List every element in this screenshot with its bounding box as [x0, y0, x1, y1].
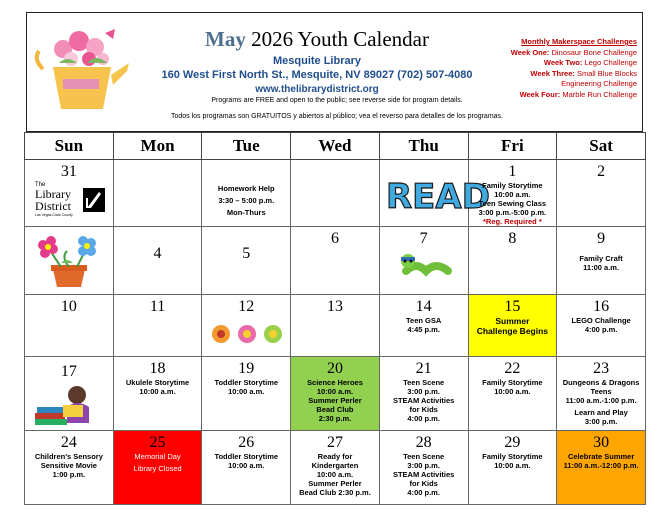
- library-district-logo: [33, 182, 107, 220]
- day-number: 21: [415, 360, 432, 377]
- day-cell-19: [202, 357, 291, 431]
- day-number: 5: [242, 245, 251, 262]
- day-number: 10: [60, 298, 77, 315]
- day-cell-17: [25, 357, 114, 431]
- day-header-tue: Tue: [202, 133, 291, 160]
- event-title: Teen Sewing Class: [478, 199, 547, 208]
- event-time: 3:00 p.m.-5:00 p.m.: [478, 208, 547, 217]
- day-cell-6: [291, 227, 380, 295]
- day-number: 8: [508, 230, 517, 247]
- day-number: 12: [238, 298, 255, 315]
- event-title: STEAM Activities: [392, 396, 455, 405]
- library-name: Mesquite Library: [272, 55, 362, 67]
- day-header-wed: Wed: [291, 133, 380, 160]
- day-number: 15: [504, 298, 521, 315]
- event-time: 4:00 p.m.: [407, 414, 440, 423]
- event-time: 1:00 p.m.: [52, 470, 86, 479]
- library-logo-icon: [83, 188, 105, 212]
- day-cell-24: [25, 431, 114, 505]
- free-notice-spanish: Todos los programas son GRATUITOS y abiertos al público; vea el reverso para detalles de los programas.: [170, 113, 503, 120]
- event-title: Bead Club: [316, 405, 354, 414]
- day-cell-15: [468, 295, 557, 357]
- day-cell-26: [202, 431, 291, 505]
- event-title: Kindergarten: [311, 461, 359, 470]
- day-cell-7: [379, 227, 468, 295]
- event-title: Summer Perler: [308, 479, 362, 488]
- day-cell-29: [468, 431, 557, 505]
- makerspace-week-2: Week Two: Lego Challenge: [543, 58, 637, 67]
- event-time: 4:45 p.m.: [407, 325, 440, 334]
- day-number: 23: [593, 360, 610, 377]
- day-header-fri: Fri: [468, 133, 557, 160]
- event-title: Teen Scene: [403, 378, 445, 387]
- event-time: 10:00 a.m.: [228, 387, 265, 396]
- day-number: 7: [419, 230, 428, 247]
- event-title: Ukulele Storytime: [125, 378, 190, 387]
- holiday-name: Memorial Day: [134, 452, 181, 461]
- day-cell-21: [379, 357, 468, 431]
- makerspace-challenges: [497, 37, 637, 100]
- event-title: Family Storytime: [482, 378, 543, 387]
- day-header-thu: Thu: [379, 133, 468, 160]
- event-time: 3:00 p.m.: [407, 387, 440, 396]
- event-title: Sensitive Movie: [40, 461, 97, 470]
- library-website[interactable]: www.thelibrarydistrict.org: [255, 84, 379, 95]
- day-cell-flowers: [25, 227, 114, 295]
- day-cell-30: [557, 431, 646, 505]
- event-title: Science Heroes: [307, 378, 363, 387]
- event-title: Teens: [590, 387, 612, 396]
- event-title: STEAM Activities: [392, 470, 455, 479]
- makerspace-week-3: Week Three: Small Blue Blocks Engineering Challenge: [530, 68, 637, 88]
- free-notice-english: Programs are FREE and open to the public; see reverse side for program details.: [211, 97, 463, 104]
- day-number: 25: [149, 434, 166, 451]
- day-number: 6: [330, 230, 339, 247]
- day-cell-11: [113, 295, 202, 357]
- event-title: Summer Perler: [308, 396, 362, 405]
- read-word-art: READ: [385, 177, 490, 217]
- event-note: Mon-Thurs: [226, 208, 266, 217]
- day-cell-22: [468, 357, 557, 431]
- day-number: 20: [326, 360, 343, 377]
- event-title: for Kids: [409, 479, 438, 488]
- event-time: 3:30 – 5:00 p.m.: [218, 196, 275, 205]
- event-title: Children's Sensory: [34, 452, 103, 461]
- day-cell-13: [291, 295, 380, 357]
- day-number: 24: [60, 434, 77, 451]
- event-title: Toddler Storytime: [214, 452, 279, 461]
- day-number: 26: [238, 434, 255, 451]
- day-number: 9: [597, 230, 606, 247]
- day-number: 13: [326, 298, 343, 315]
- day-cell-9: [557, 227, 646, 295]
- event-title: for Kids: [409, 405, 438, 414]
- makerspace-week-1: Week One: Dinosaur Bone Challenge: [510, 47, 637, 57]
- title-month: May: [205, 27, 246, 51]
- day-number: 22: [504, 360, 521, 377]
- day-cell-5: [202, 227, 291, 295]
- day-cell-16: [557, 295, 646, 357]
- library-address: 160 West First North St., Mesquite, NV 89027 (702) 507-4080: [161, 69, 473, 81]
- logo-text-district: District: [35, 199, 71, 213]
- event-time: 10:00 a.m.: [494, 461, 531, 470]
- day-number: 17: [60, 363, 77, 380]
- day-number: 1: [508, 163, 517, 180]
- closure-notice: Library Closed: [133, 464, 182, 473]
- day-cell-2: [557, 160, 646, 227]
- title-rest: 2026 Youth Calendar: [251, 27, 429, 51]
- event-title: Homework Help: [217, 184, 275, 193]
- day-cell-28: [379, 431, 468, 505]
- flower-watering-can-icon: [33, 19, 133, 119]
- day-header-sun: Sun: [25, 133, 114, 160]
- day-cell-10: [25, 295, 114, 357]
- bookworm-icon: [398, 251, 454, 277]
- event-time: 2:30 p.m.: [318, 414, 352, 423]
- child-reading-icon: [33, 383, 103, 429]
- day-cell-27: [291, 431, 380, 505]
- event-title: Ready for: [317, 452, 353, 461]
- day-number: 29: [504, 434, 521, 451]
- event-time: 10:00 a.m.: [139, 387, 176, 396]
- day-cell-empty-wed: [291, 160, 380, 227]
- registration-note: *Reg. Required *: [482, 217, 542, 226]
- day-cell-23: [557, 357, 646, 431]
- event-title: Family Craft: [579, 254, 623, 263]
- event-time: 11:00 a.m.-1:00 p.m.: [565, 396, 637, 405]
- event-time: 11:00 a.m.: [583, 263, 620, 272]
- read-word-art-icon: [384, 170, 490, 218]
- day-cell-empty-mon: [113, 160, 202, 227]
- day-number: 16: [593, 298, 610, 315]
- logo-text-library: Library: [35, 187, 71, 201]
- day-cell-25: [113, 431, 202, 505]
- event-title: LEGO Challenge: [571, 316, 631, 325]
- day-number: 19: [238, 360, 255, 377]
- day-cell-12: [202, 295, 291, 357]
- calendar-header: [26, 12, 643, 132]
- day-number: 30: [593, 434, 610, 451]
- logo-text-the: The: [35, 182, 46, 188]
- event-time: 10:00 a.m.: [228, 461, 265, 470]
- event-title: Toddler Storytime: [214, 378, 279, 387]
- day-header-sat: Sat: [557, 133, 646, 160]
- day-number: 28: [415, 434, 432, 451]
- day-cell-31: [25, 160, 114, 227]
- day-number: 27: [326, 434, 343, 451]
- potted-flowers-icon: [31, 231, 107, 289]
- event-title: Teen Scene: [403, 452, 445, 461]
- day-number: 14: [415, 298, 432, 315]
- event-time: Bead Club 2:30 p.m.: [299, 488, 371, 497]
- calendar-grid: [24, 132, 646, 505]
- day-cell-18: [113, 357, 202, 431]
- event-time: 10:00 a.m.: [494, 387, 531, 396]
- day-cell-4: [113, 227, 202, 295]
- makerspace-week-4: Week Four: Marble Run Challenge: [519, 89, 637, 99]
- day-header-mon: Mon: [113, 133, 202, 160]
- event-title: Summer: [495, 316, 530, 326]
- logo-text-region: Las Vegas-Clark County: [35, 213, 73, 217]
- event-time: 3:00 p.m.: [584, 417, 618, 426]
- event-time: 10:00 a.m.: [494, 190, 531, 199]
- day-cell-homework-help: [202, 160, 291, 227]
- day-number: 31: [60, 163, 77, 180]
- day-cell-14: [379, 295, 468, 357]
- day-cell-8: [468, 227, 557, 295]
- makerspace-title: Monthly Makerspace Challenges: [521, 37, 637, 46]
- event-time: 3:00 p.m.: [407, 461, 440, 470]
- event-title: Family Storytime: [482, 181, 543, 190]
- event-title: Challenge Begins: [476, 326, 549, 336]
- event-title: Celebrate Summer: [567, 452, 635, 461]
- event-time: 4:00 p.m.: [584, 325, 618, 334]
- day-cell-1: [468, 160, 557, 227]
- three-flowers-icon: [210, 323, 284, 345]
- event-time: 10:00 a.m.: [316, 387, 354, 396]
- day-cell-read: [379, 160, 490, 227]
- page-title: [137, 27, 497, 52]
- day-number: 11: [149, 298, 166, 315]
- event-title: Family Storytime: [482, 452, 543, 461]
- event-title: Learn and Play: [574, 408, 628, 417]
- day-number: 2: [597, 163, 606, 180]
- event-time: 11:00 a.m.-12:00 p.m.: [563, 461, 639, 470]
- day-number: 18: [149, 360, 166, 377]
- event-time: 10:00 a.m.: [316, 470, 354, 479]
- day-cell-20: [291, 357, 380, 431]
- event-time: 4:00 p.m.: [407, 488, 440, 497]
- day-number: 4: [153, 245, 162, 262]
- event-title: Dungeons & Dragons: [562, 378, 640, 387]
- title-block: [137, 27, 497, 95]
- event-title: Teen GSA: [406, 316, 442, 325]
